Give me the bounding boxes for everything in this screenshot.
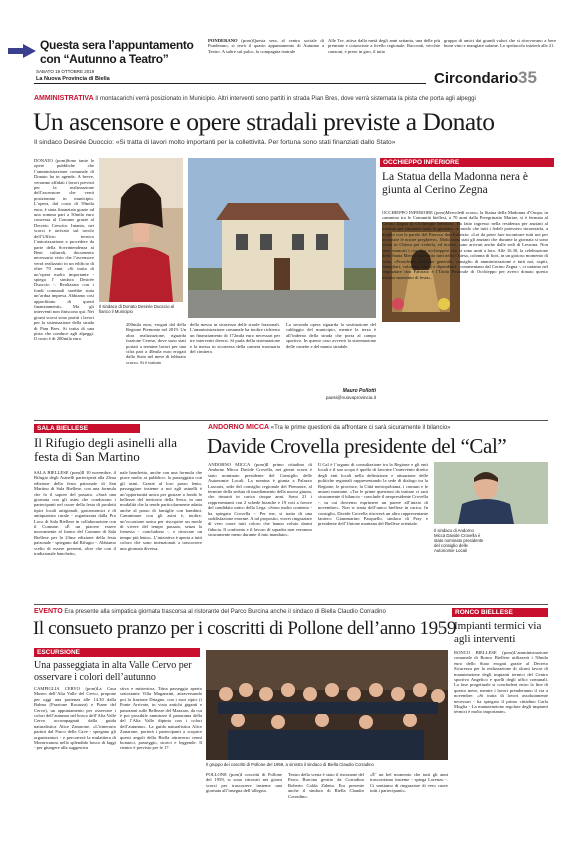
art3-title: Davide Crovella presidente del “Cal” xyxy=(207,434,507,458)
mid-rule-2 xyxy=(34,604,548,605)
sidebar1-text: OCCHIEPPO INFERIORE (pom)Mercoledì scorso, la Statua della Madonna d’Oropa, in cammino tra le Comunità biellesi, a 70 anni dalla Peregrinatio Mariae, si è fermata al Cerino Zegna di Occhieppo Inferiore. Ha fatto ingresso nella residenza per anziani al mattino per rimanere tutta la giornata, in modo che tutti i fedeli potessero incontrarla, a meglio con le parole del Parroco don Fabrizio: «Lei da poter fare incontrare tutti noi per accostare le nostre preghiere». Molti sono stati gli anziani che durante la giornata si sono recati in Chiesa per vederla, ed invece, sono arrivati anche dalle sedi di Lessona. Non sono mancati i cittadini occhieppesi che si sono uniti a loro. Alle 16.30, la celebrazione della Santa Messa, ha riunito tutti nella Chiesa, colonna di fiori, in un gioioso momento di festa. «Presidente, direttore generale, consiglio di amministrazione e tutti noi, ospiti, famigliari, volontari, amici e dipendenti - commentano dal Cerino Zegna -, ci uniamo nel ringraziare don Fabrizio e l’Unità Pastorale di Occhieppo per averci donato questo intenso momento di festa». xyxy=(382,210,548,280)
art3-col-1: ANDORNO MICCA (pom)Il primo cittadino di Andorno Micca Davide Crovella, nei giorni scorsi è stato nominato presidente del Consiglio delle Autonomie Locali. La nomina è giunta a Palazzo Lascaris, sede del consiglio regionale del Piemonte, al termine della seduta di insediamento della nuova giunta, che rimarrà in carica cinque anni. Sono 21 i rappresentanti con 2 schede bianche e 19 voti a favore del candidato unico della Lega. «Sono molto contento - ha spiegato Crovella -. Per me, si tratta di una soddisfazione enorme. A tal proposito, vorrei ringraziare di vero cuore tutti coloro che hanno voluto darmi fiducia. Il confronto e il lavoro di squadra non verranno sicuramente meno durante il mio mandato». xyxy=(208,462,312,538)
municipio-photo xyxy=(188,158,376,318)
promo-text-body: (pom)Questa sera, al centro sociale di Ponderano, si terrà il quarto appuntamento di Autunno a Teatro. A salire sul palco, la compagnia teatrale xyxy=(208,38,324,54)
sidebar1-kicker: OCCHIEPPO INFERIORE xyxy=(380,158,554,167)
promo-text-3: gruppo di amici dai grandi valori che si ritrovavano a bere buon vino e mangiare salame. Lo spettacolo inizierà alle 21. xyxy=(444,38,556,49)
art5-title: Una passeggiata in alta Valle Cervo per osservare i colori dell’autunno xyxy=(34,660,192,683)
art6-text: RONCO BIELLESE (pom)L’amministrazione comunale di Ronco Biellese utilizzerà i 50mila euro dello Stato erogati grazie al Decreto Sicurezza per la realizzazione di alcuni lavori di manutenzione degli impianti termici del Centro sportivo Angelico e quelli degli uffici comunali. La fase progettuale si concluderà entro la fine di questo mese, mentre i lavori prenderanno il via a novembre. «Si tratta di lavori assolutamente necessari - ha spiegato il primo cittadino Carla Moglia - La manutenzione regolare degli impianti termici è molto importante». xyxy=(454,650,548,715)
mid-rule-1 xyxy=(34,420,548,421)
art6-kicker: RONCO BIELLESE xyxy=(452,608,548,617)
promo-headline-1: Questa sera l’appuntamento xyxy=(40,38,194,52)
lead-byline: Mauro Pollotti xyxy=(342,388,376,394)
lead-email: paesi@nuovaprovincia.it xyxy=(325,395,376,400)
art5-kicker: ESCURSIONE xyxy=(34,648,200,657)
art4-kicker-line xyxy=(34,608,446,615)
art2-col-2: nale banchetto, anche con una formula che piace molto ai pubblico: la passeggiata con gli asini. Grazie al loro passo lento, passeggiare insieme a noi agli asinelli è un’opportunità unica per gustare a fondo le bellezze del territorio della Serra, in una modalità che la rende particolarmente adatta anche al passo di famiglie con bambini. Camminare con gli asini è, inoltre, un’occasione unica per riscoprire un modo di vivere del tempo passato, senza la frenesia - concludono -, e ritrovare un tempo più lento». L’iniziativa è aperta a tutti coloro che sono intenzionati a trascorrere una giornata diversa. xyxy=(120,470,202,551)
lead-subtitle: Il sindaco Desirée Duoccio: «Si tratta di lavori molto importanti per la collettività. Per fortuna sono stati finanziati dallo Stato» xyxy=(34,139,396,146)
art3-col-2: Il Cal è l’organo di consultazione tra la Regione e gli enti locali e il suo scopo è quello di favorire l’intervento diretto degli enti locali nella definizione e attuazione delle politiche regionali rappresentando la sede di dialogo tra la Regione, le province, la Città metropolitana, i comuni e le unioni montane. «Tra le prime questioni da trattare ci sarà sicuramente il bilancio - conclude il neopresidente Crovella -, su cui dovremo esprimere un parere all’inizio di novembre». Non si tratta dell’unico biellese in carica. In consiglio, Davide Crovella ritroverà un altro rappresentante laniero: Giammarino Pasquello, sindaco di Pray e presidente dell’Unione montana del Biellese orientale. xyxy=(318,462,428,527)
art4-col-2: Teatro della scena è stato il ristorante del Parco Burcina gestito da Corradino Roberto Colda Zabeta. Era presente anche il sindaco di Biella Claudio Corradino. xyxy=(288,772,364,799)
mayor-photo-caption: Il sindaco di Donato Desirée Duoccio al fianco il Municipio xyxy=(99,304,174,314)
lead-col-4: della messa in sicurezza delle strade frazionali. L’amministrazione comunale ha inoltre richiesto un finanziamento di 172mila euro necessari per tre interventi diversi. Si parla della sistemazione e la messa in sicurezza della camera mortuaria del cimitero. xyxy=(190,322,280,355)
art4-col-3: «È’ un bel momento che tutti gli anni trascorriamo insieme - spiega Lorenzo -. Ci sentiamo di ringraziare di vero cuore tutti i partecipanti». xyxy=(370,772,448,794)
art2-title: Il Rifugio degli asinelli alla festa di San Martino xyxy=(34,435,177,464)
art3-kicker-line xyxy=(208,424,548,431)
lead-kicker-text: Il montacarichi verrà posizionato in Municipio. Altri interventi sono partiti in strada Pian Bres, dove verrà sistemata la pista che porta agli alpeggi xyxy=(95,96,476,102)
coscritti-caption: Il gruppo dei coscritti di Pollone del 1959, a sinistra il sindaco di Biella Claudio Corradino xyxy=(206,762,374,767)
promo-headline-2: con “Autunno a Teatro” xyxy=(40,52,169,66)
lead-kicker-line xyxy=(34,95,554,102)
promo-text-2: Alle Tre, attiva dalla metà degli anni settanta, una delle più premiate e conosciute a livello regionale. Racconti, vecchie canzoni, e prese in giro, il tutto xyxy=(328,38,440,54)
promo-text-1 xyxy=(208,38,324,70)
art5-col-1: CAMPIGLIA CERVO (pom)La Casa Museo dell’Alta Valle del Cervo, propone per oggi una partenza alle 14.30 dalla Balma (Frazione Rosazza) e Piane del Cervo), un appuntamento per osservare i colori dell’autunno nel bosco dell’Alta Valle Cervo accompagnati dalla guida naturalistica Alice Zanarone. «L’itinerario partirà dal Parco delle Cave - spiegano gli organizzatori - e percorrerà la mulattiera di Montricanosi nello splendido bosco di faggi - per giungere alla suggestiva xyxy=(34,686,116,751)
lead-col-3: 200mila euro, erogati dal della Regione Piemonte nel 2019. Un altra realizzazione, riguarda frazione Cerese, dove sono stati portati a termine lavori per una cifra pari a 40mila euro erogati dallo Stato nel mese di febbraio scorso. Si è trattato xyxy=(126,322,186,365)
art2-col-1: SALA BIELLESE (pom)Il 10 novembre, il Rifugio degli Asinelli parteciperà alla 23ma edizione della festa patronale di San Martino di Sala Biellese, con una formula che fa il sapore del passato. «Sarà una giornata con gli asini che conducono i partecipanti nel cuore della festa di prodotti tipici locali artigianali, gastronomici e di antiquariato rurale - organizzata dalla Pro Loco di Sala Biellese in collaborazione con il Comune. «È un piacere essere nuovamente al fianco del Comune di Sala Biellese per la 23ma edizione della festa patronale - spiegano dal Rifugio -. Abbiamo scelto di essere presenti, oltre che con il tradizionale banchetto, xyxy=(34,470,116,557)
page-number: 35 xyxy=(518,68,537,87)
lead-kicker: AMMINISTRATIVA xyxy=(34,95,94,102)
art3-kicker: ANDORNO MICCA xyxy=(208,424,270,431)
art4-col-1: POLLONE (pom)I coscritti di Pollone del 1959, si sono ritrovati nei giorni scorsi per trascorrere insieme una giornata all’insegna dell’allegria. xyxy=(206,772,282,794)
art4-title: Il consueto pranzo per i coscritti di Pollone dell’anno 1959 xyxy=(33,618,456,639)
issue-date: SABATO 19 OTTOBRE 2019 xyxy=(36,69,95,74)
art2-kicker: SALA BIELLESE xyxy=(34,424,140,433)
art6-title: Impianti termici via agli interventi xyxy=(454,620,542,645)
newspaper-name: La Nuova Provincia di Biella xyxy=(36,76,110,82)
lead-title: Un ascensore e opere stradali previste a Donato xyxy=(33,107,495,136)
mayor-photo xyxy=(99,158,183,302)
art4-kicker: EVENTO xyxy=(34,608,63,615)
lead-col-1: DONATO (pom)Sono tante le opere pubbliche che l’amministrazione comunale di Donato ha in agenda. A breve, verranno affidati i lavori previsti per la realizzazione dell’ascensore che verrà posizionato in municipio. L’opera, dal costo di 59mila euro, è stata finanziata grazie ad una somma pari a 50mila euro concessa al Comune grazie al Decreto Crescita. Intanto, nei scorsi è arrivato sul tavolo dell’Ufficio tecnico l’autorizzazione a procedere da parte della Sovrintendenza ai Beni culturali, documento necessario visto che l’ascensore verrà realizzato in un edificio di oltre 70 anni. «Si tratta di un’opera molto importante - spiega l’ sindaco Desirée Duoccio -. Realizzata con i fondi comunali sarebbe stata un’ardua impresa. Abbiamo così approfittato di questi finanziamenti». Ma gli interventi non finiscono qui. Nei giorni scorsi sono partiti i lavori per la sistemazione della strada di Pian Bres. Si tratta di una pista che conduce agli alpeggi. Il costo è di 200mila euro. xyxy=(34,158,94,342)
promo-text-lead: PONDERANO xyxy=(208,38,238,43)
promo-arrow-icon xyxy=(8,44,36,58)
sidebar1-title: La Statua della Madonna nera è giunta al Cerino Zegna xyxy=(382,171,528,196)
crovella-photo xyxy=(434,462,548,524)
header-rule xyxy=(34,83,426,84)
section-title: Circondario xyxy=(434,70,519,87)
art4-kicker-text: Era presente alla simpatica giornata trascorsa al ristorante del Parco Burcina anche il sindaco di Biella Claudio Corradino xyxy=(64,609,386,615)
art5-col-2: stiva e misteriosa. Trìna passeggio aperto sottostante Villa Maganzini, attraversando poi la frazione Driagno, con i suoi ripici (i Ponte Arrivate, in vista antichi giganti e panorami sulle Bellezze del Mazzaro, da cui è poi possibile ammirare il panorama della del l’Alta Valle dipinta con i colori dell’autunno». La guida naturalistica Alice Zanarone, porterà i partecipanti a scoprire questi angoli della Biella attraverso cenni botanici, passeggio, storici e leggende. Il rientro è previsto per le 17. xyxy=(120,686,202,751)
lead-col-5: La seconda opera riguarda la sostituzione del cablaggio del municipio, mentre la terza è all’inderno della strada che porta al campo sportivo. In questo caso avverrà la sistemazione delle cunette e del manto stradale. xyxy=(286,322,376,349)
art3-kicker-text: «Tra le prime questioni da affrontare ci sarà sicuramente il bilancio» xyxy=(270,425,451,431)
crovella-caption: Il sindaco di Andorno Micca Davide Crovella è stato nominato presidente del consiglio delle Autonomie Locali xyxy=(434,528,484,553)
coscritti-photo xyxy=(206,650,448,760)
